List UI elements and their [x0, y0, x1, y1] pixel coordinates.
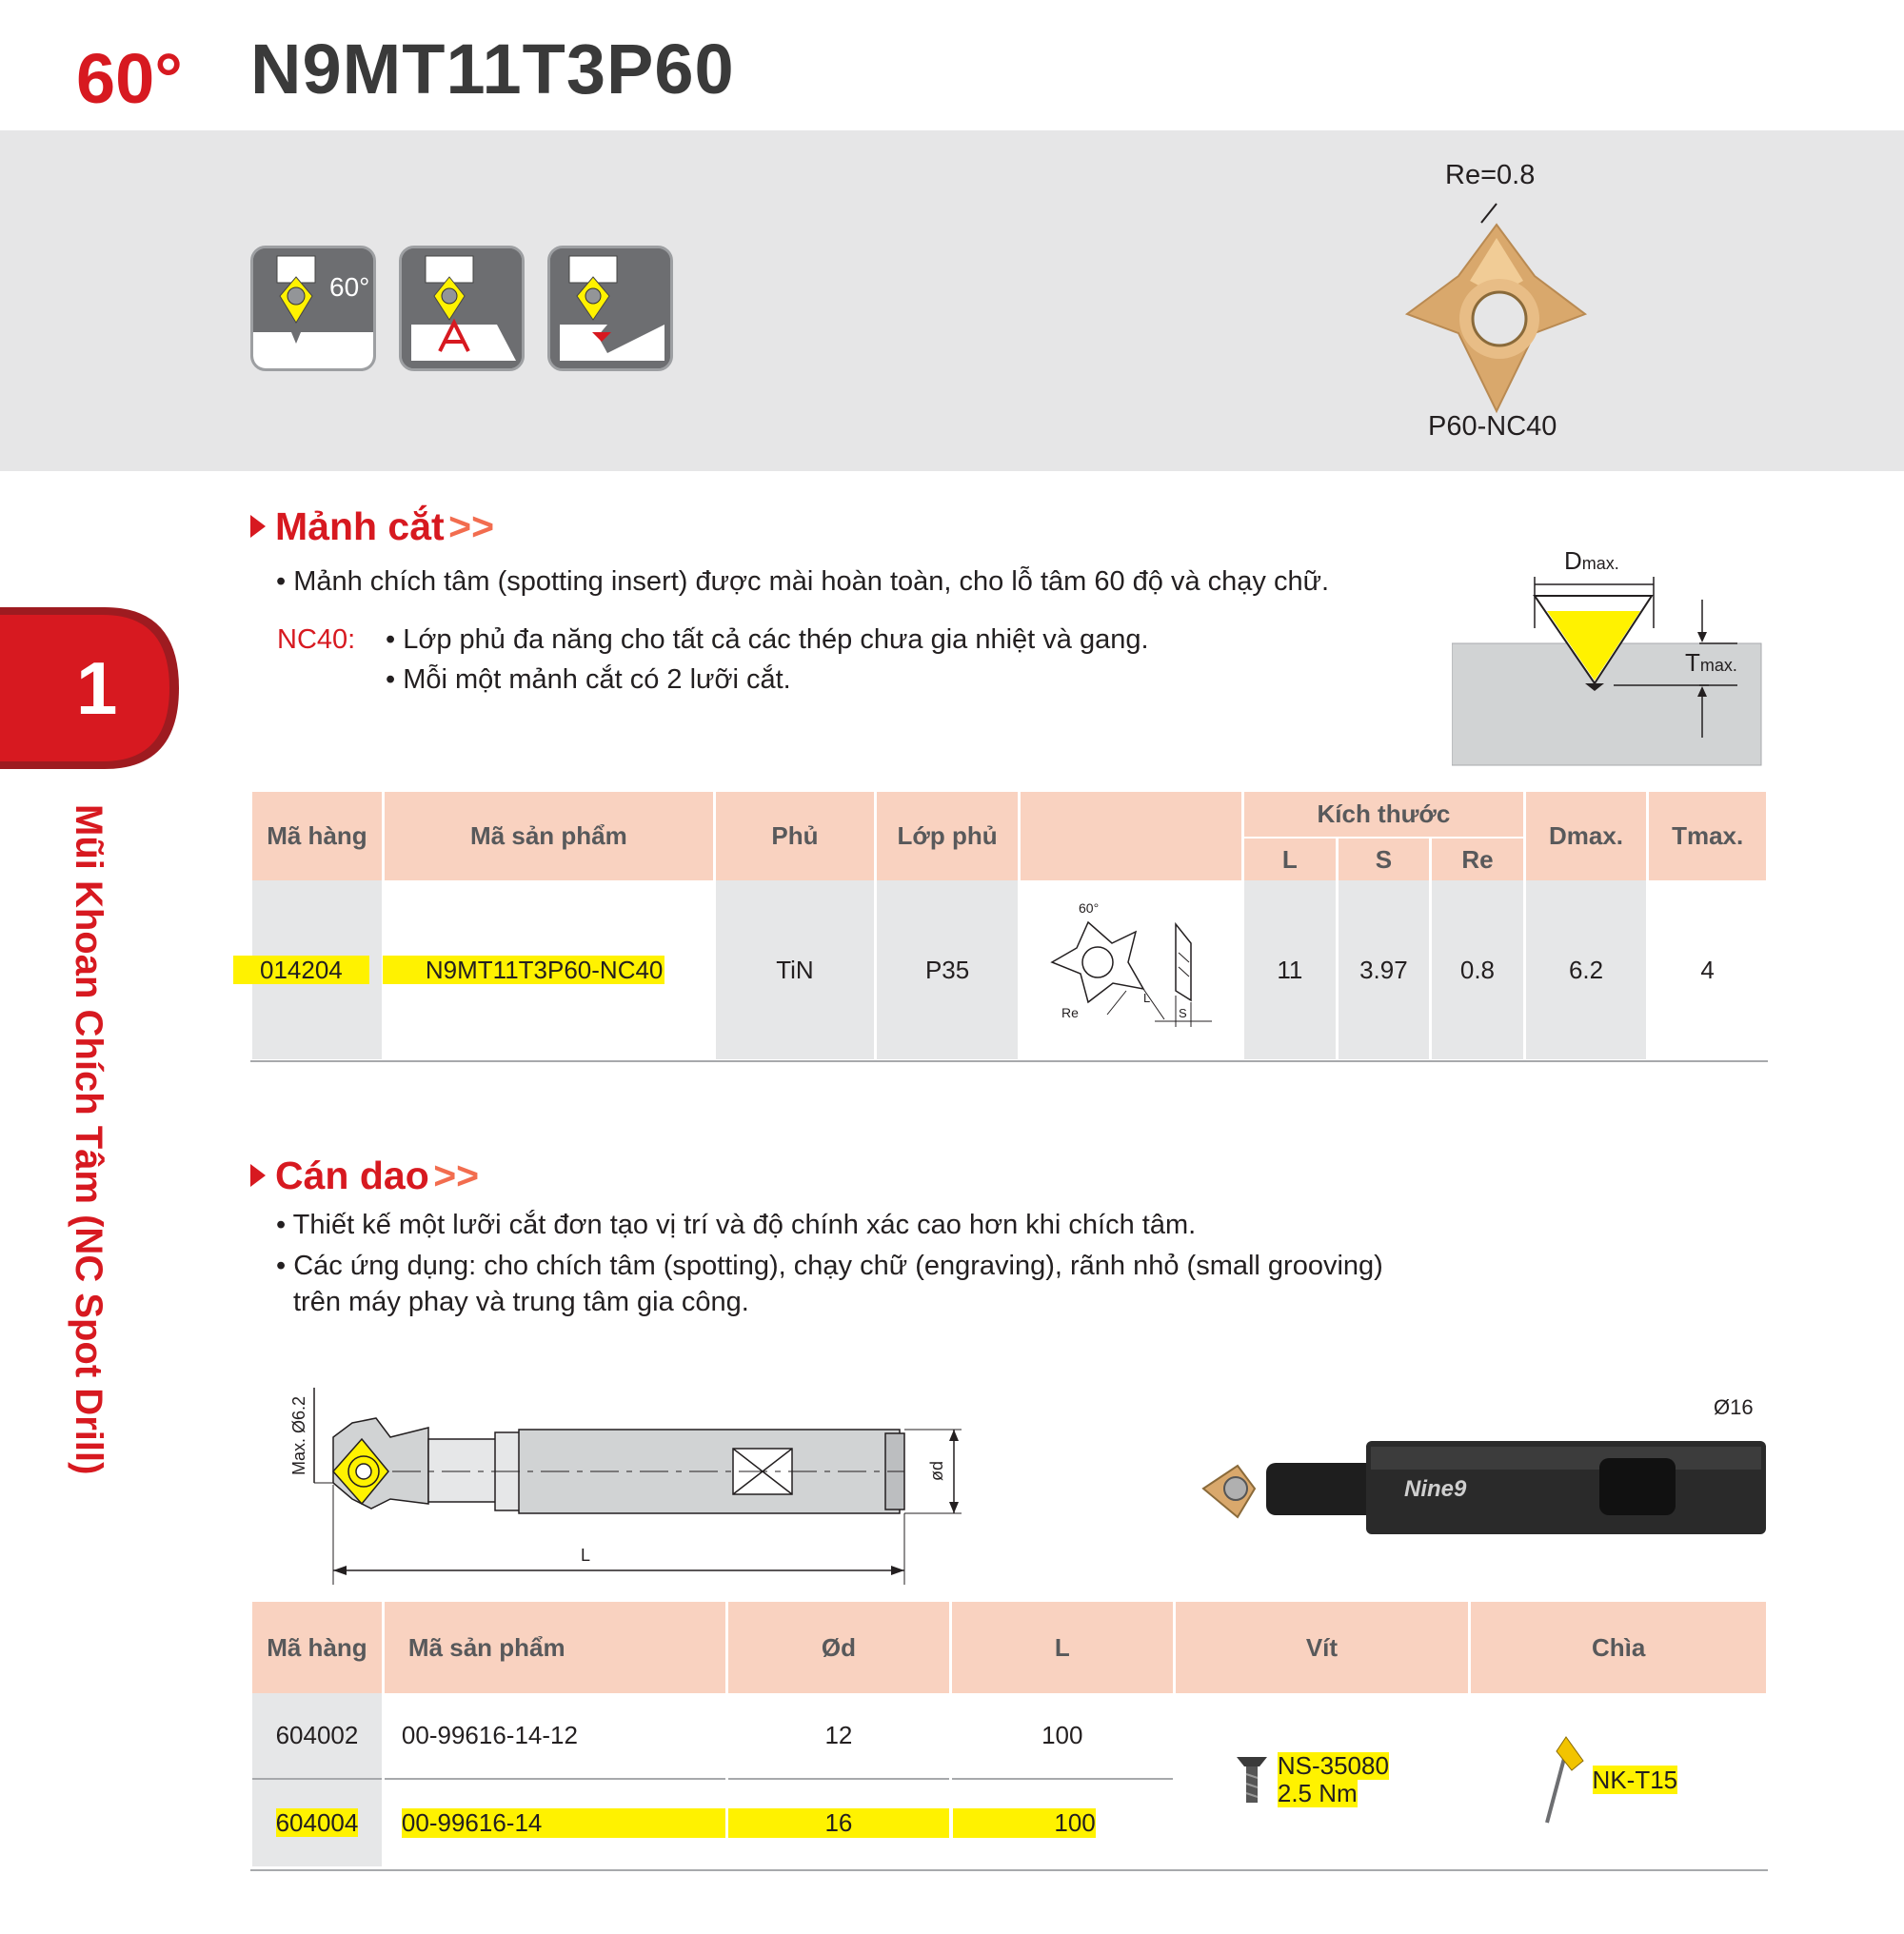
hole-depth-diagram [1452, 543, 1766, 776]
header-dmax: Dmax. [1526, 792, 1647, 880]
spotting-application-icon [250, 246, 376, 371]
dmax-sub: max. [1581, 554, 1619, 573]
insert-section-title: Mảnh cắt [275, 504, 445, 548]
table-row [252, 1693, 1766, 1780]
svg-text:Re: Re [1061, 1004, 1080, 1020]
chamfer-application-icon [547, 246, 673, 371]
dmax-label: D [1564, 546, 1582, 575]
holder-row2-l: 100 [953, 1808, 1096, 1838]
holder-row1-ma-san-pham: 00-99616-14-12 [385, 1693, 725, 1780]
holder-row2-ma-san-pham: 00-99616-14 [402, 1808, 725, 1838]
angle-heading: 60° [76, 39, 183, 118]
header-l: L [1244, 837, 1335, 880]
holder-bullet-2-cont: trên máy phay và trung tâm gia công. [293, 1287, 749, 1317]
tmax-label: T [1685, 648, 1700, 677]
holder-drawing [276, 1380, 981, 1594]
engraving-application-icon [399, 246, 525, 371]
holder-header-ma-hang: Mã hàng [252, 1602, 382, 1693]
chapter-tab [0, 607, 179, 769]
tmax-sub: max. [1699, 656, 1737, 675]
header-ma-san-pham: Mã sản phẩm [385, 792, 713, 880]
key-cell [1471, 1693, 1766, 1866]
chapter-number: 1 [76, 646, 118, 730]
header-kich-thuoc: Kích thước [1244, 792, 1523, 837]
insert-bullet-1: • Mảnh chích tâm (spotting insert) được mài hoàn toàn, cho lỗ tâm 60 độ và chạy chữ. [276, 566, 1330, 597]
insert-s: 3.97 [1339, 880, 1430, 1059]
svg-text:S: S [1179, 1005, 1187, 1020]
svg-text:Nine9: Nine9 [1404, 1476, 1467, 1502]
insert-ma-hang: 014204 [233, 956, 369, 984]
insert-sketch [1021, 896, 1240, 1038]
header-phu: Phủ [716, 792, 874, 880]
holder-header-ma-san-pham: Mã sản phẩm [385, 1602, 725, 1693]
screw-icon [1233, 1753, 1271, 1806]
svg-text:Dmax. [1564, 546, 1619, 575]
insert-sketch-cell [1021, 880, 1241, 1059]
svg-text:Max. Ø6.2: Max. Ø6.2 [289, 1395, 308, 1475]
holder-photo [1200, 1430, 1771, 1549]
insert-tmax: 4 [1649, 880, 1766, 1059]
header-sketch [1021, 792, 1241, 880]
holder-row2-ma-hang: 604004 [275, 1808, 359, 1837]
side-category-label-wrap [52, 804, 129, 1475]
insert-grade-label: P60-NC40 [1428, 411, 1557, 442]
key-code: NK-T15 [1592, 1765, 1678, 1794]
insert-lop-phu: P35 [877, 880, 1018, 1059]
holder-row1-ma-hang: 604002 [252, 1693, 382, 1780]
insert-phu: TiN [716, 880, 874, 1059]
header-ma-hang: Mã hàng [252, 792, 382, 880]
holder-bullet-2: • Các ứng dụng: cho chích tâm (spotting), chạy chữ (engraving), rãnh nhỏ (small grooving) [276, 1251, 1383, 1281]
svg-text:ød: ød [927, 1460, 946, 1481]
torx-key-icon [1537, 1732, 1585, 1827]
svg-text:L: L [1143, 990, 1151, 1005]
insert-l: 11 [1244, 880, 1335, 1059]
holder-header-l: L [952, 1602, 1173, 1693]
header-re: Re [1432, 837, 1523, 880]
insert-image [1390, 190, 1599, 424]
holder-table-bottom-rule [250, 1869, 1768, 1871]
insert-table-bottom-rule [250, 1060, 1768, 1062]
holder-header-vit: Vít [1176, 1602, 1469, 1693]
insert-re-label: Re=0.8 [1445, 160, 1536, 190]
header-lop-phu: Lớp phủ [877, 792, 1018, 880]
caret-right-icon [250, 1164, 266, 1187]
header-tmax: Tmax. [1649, 792, 1766, 880]
holder-table [249, 1602, 1769, 1866]
holder-section-heading [250, 1154, 479, 1198]
holder-photo-label: Ø16 [1714, 1395, 1754, 1419]
holder-header-chia: Chìa [1471, 1602, 1766, 1693]
nc40-label: NC40: [277, 624, 356, 655]
holder-row1-l: 100 [952, 1693, 1173, 1780]
insert-bullet-3: • Mỗi một mảnh cắt có 2 lưỡi cắt. [386, 664, 791, 695]
holder-section-arrow: >> [433, 1154, 480, 1197]
screw-torque: 2.5 Nm [1277, 1779, 1358, 1807]
screw-cell [1176, 1693, 1469, 1866]
screw-code: NS-35080 [1277, 1751, 1389, 1780]
product-code-title: N9MT11T3P60 [250, 30, 735, 109]
insert-bullet-2: • Lớp phủ đa năng cho tất cả các thép chưa gia nhiệt và gang. [386, 624, 1149, 655]
insert-section-heading [250, 504, 494, 549]
header-s: S [1339, 837, 1430, 880]
holder-bullet-1: • Thiết kế một lưỡi cắt đơn tạo vị trí và độ chính xác cao hơn khi chích tâm. [276, 1210, 1197, 1240]
icon-angle-text: 60° [329, 272, 370, 302]
holder-row2-od: 16 [728, 1808, 949, 1838]
holder-row1-od: 12 [728, 1693, 949, 1780]
insert-table [249, 792, 1769, 1059]
holder-header-od: Ød [728, 1602, 949, 1693]
insert-ma-san-pham: N9MT11T3P60-NC40 [383, 956, 665, 984]
insert-section-arrow: >> [448, 504, 495, 548]
caret-right-icon [250, 515, 266, 538]
svg-text:L: L [581, 1546, 591, 1565]
table-row [252, 880, 1766, 1059]
svg-text:60°: 60° [1079, 899, 1100, 916]
side-category-label: Mũi Khoan Chích Tâm (NC Spot Drill) [68, 804, 109, 1475]
insert-dmax: 6.2 [1526, 880, 1647, 1059]
insert-re: 0.8 [1432, 880, 1523, 1059]
holder-section-title: Cán dao [275, 1154, 429, 1197]
